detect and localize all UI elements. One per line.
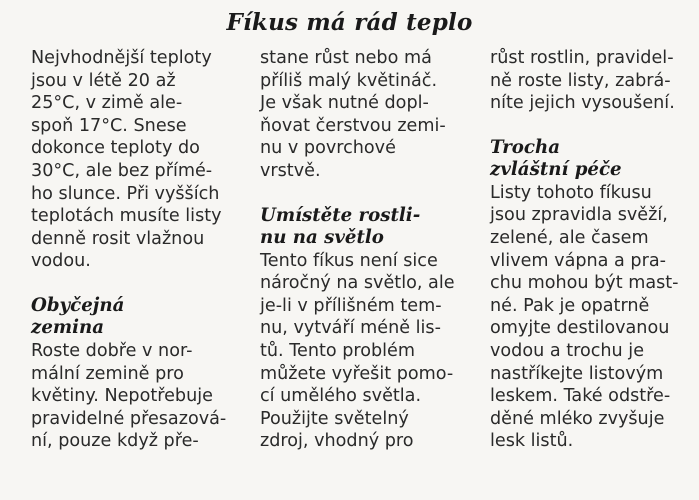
body-text-line: 25°C, v zimě ale- — [31, 93, 183, 114]
body-text-line: omyjte destilovanou — [490, 318, 670, 339]
text-column-3 — [490, 47, 695, 453]
body-text-line: ně roste listy, zabrá- — [490, 70, 671, 91]
body-text-line: zelené, ale časem — [490, 227, 649, 248]
section-heading-line: zvláštní péče — [490, 158, 622, 180]
body-text-line: pravidelné přesazová- — [31, 408, 227, 429]
body-text-line: níte jejich vysoušení. — [490, 93, 675, 114]
body-text-line: mální zemině pro — [31, 363, 184, 384]
section-spacer — [490, 115, 695, 137]
body-text-line: Tento fíkus není sice — [260, 250, 438, 271]
body-text-line: nu, vytváří méně lis- — [260, 318, 441, 339]
body-text-line: Listy tohoto fíkusu — [490, 182, 652, 203]
body-text-line: růst rostlin, pravidel- — [490, 48, 674, 68]
body-text-line: 30°C, ale bez přímé- — [31, 160, 213, 181]
body-text-line: cí umělého světla. — [260, 386, 422, 407]
body-text-line: vodou. — [31, 251, 91, 272]
body-text-line: Roste dobře v nor- — [31, 340, 193, 361]
body-text-line: ní, pouze když pře- — [31, 431, 199, 452]
section-heading-line: Trocha — [490, 136, 561, 158]
body-text-line: jsou zpravidla svěží, — [490, 205, 668, 226]
section-heading-line: Umístěte rostli- — [260, 204, 421, 226]
body-text-line: teplotách musíte listy — [31, 206, 222, 227]
section-spacer — [31, 273, 249, 295]
body-text-line: nastříkejte listovým — [490, 363, 664, 384]
body-text-line: tů. Tento problém — [260, 340, 416, 361]
body-text-line: vlivem vápna a pra- — [490, 250, 666, 271]
body-text-line: denně rosit vlažnou — [31, 228, 205, 249]
body-text-line: příliš malý květináč. — [260, 70, 438, 91]
body-text-line: stane růst nebo má — [260, 48, 432, 68]
body-text-line: spoň 17°C. Snese — [31, 115, 187, 136]
text-column-1 — [31, 47, 249, 453]
section-heading-line: nu na světlo — [260, 226, 384, 248]
article-title: Fíkus má rád teplo — [226, 9, 473, 36]
body-text-line: jsou v létě 20 až — [31, 70, 176, 91]
section-spacer — [260, 183, 488, 205]
body-text-line: ňovat čerstvou zemi- — [260, 115, 446, 136]
body-text-line: Použijte světelný — [260, 408, 409, 429]
body-text-line: vrstvě. — [260, 160, 321, 181]
body-text-line: dokonce teploty do — [31, 138, 200, 159]
body-text-line: ho slunce. Při vyšších — [31, 183, 220, 204]
body-text-line: né. Pak je opatrně — [490, 295, 650, 316]
body-text-line: děné mléko zvyšuje — [490, 408, 665, 429]
body-text-line: zdroj, vhodný pro — [260, 431, 414, 452]
body-text-line: lesk listů. — [490, 431, 574, 452]
body-text-line: je-li v přílišném tem- — [260, 295, 442, 316]
body-text-line: Je však nutné dopl- — [260, 93, 429, 114]
section-heading-line: zemina — [31, 316, 105, 338]
body-text-line: květiny. Nepotřebuje — [31, 386, 213, 407]
body-text-line: Nejvhodnější teploty — [31, 48, 212, 68]
body-text-line: nu v povrchové — [260, 138, 396, 159]
body-text-line: náročný na světlo, ale — [260, 273, 455, 294]
body-text-line: můžete vyřešit pomo- — [260, 363, 454, 384]
section-heading-line: Obyčejná — [31, 294, 125, 316]
body-text-line: chu mohou být mast- — [490, 273, 679, 294]
body-text-line: vodou a trochu je — [490, 340, 645, 361]
body-text-line: leskem. Také odstře- — [490, 386, 671, 407]
text-column-2 — [260, 47, 488, 453]
